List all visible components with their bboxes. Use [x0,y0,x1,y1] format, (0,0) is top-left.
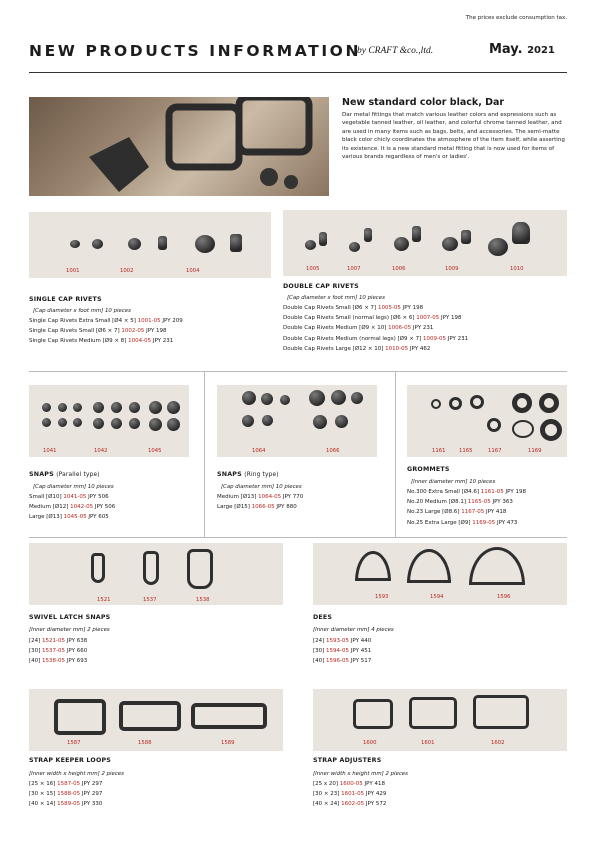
photo-label: 1066 [326,448,340,454]
grommets-title: GROMMETS [407,466,450,473]
section-subtitle: (Ring type) [244,472,279,478]
item-price: JPY 198 [146,328,167,335]
dee-ring [355,551,391,581]
item-price: JPY 418 [485,509,507,516]
item-code: 1537-05 [42,648,66,655]
grommet [470,395,484,409]
photo-label: 1593 [375,594,389,600]
item-name: Medium [Ø12] [29,504,69,511]
item-price: JPY 451 [350,648,372,655]
list-item [29,316,183,326]
rivet-1005-foot [319,232,327,246]
rivet-1006-foot [412,226,421,242]
header-rule [29,72,567,73]
photo-label: 1004 [186,268,200,274]
item-name: Single Cap Rivets Medium [Ø9 × 8] [29,338,127,345]
column-divider [204,372,205,537]
grommet [540,419,562,441]
item-name: No.23 Large [Ø8.6] [407,509,460,516]
photo-label: 1538 [196,597,210,603]
item-code: 1066-05 [251,504,275,511]
item-code: 1045-05 [63,514,87,521]
item-price: JPY 198 [441,315,462,322]
photo-label: 1596 [497,594,511,600]
list-item [29,326,183,336]
item-code: 1601-05 [341,791,365,798]
dees-note: [Inner diameter mm] 4 pieces [313,627,394,633]
list-item [29,656,87,666]
item-price: JPY 429 [365,791,387,798]
column-divider [395,372,396,537]
item-name: [40] [313,658,325,665]
snap-part [42,418,51,427]
item-name: No.25 Extra Large [Ø9] [407,519,471,526]
snaps-ring-note: [Cap diameter mm] 10 pieces [221,484,302,490]
item-name: Double Cap Rivets Small [Ø6 × 7] [283,305,377,311]
item-code: 1538-05 [42,658,66,665]
adjuster-photo [313,689,567,751]
list-item [313,656,371,666]
item-code: 1602-05 [341,801,365,808]
snaps-parallel-list [29,492,115,523]
swivel-snap [143,551,159,585]
item-code: 1041-05 [63,494,87,500]
rivet-1004 [195,235,215,253]
item-price: JPY 198 [505,489,526,495]
swivel-list [29,636,87,667]
list-item [283,313,468,323]
snap-part [111,418,122,429]
list-item [217,492,303,502]
snap-part [309,390,325,406]
list-item [29,779,102,789]
rivet-1009-foot [461,230,471,244]
keeper-loop [119,701,181,731]
item-code: 1064-05 [258,494,282,500]
item-price: JPY 297 [81,791,103,798]
item-code: 1588-05 [57,791,81,798]
photo-label: 1007 [347,266,361,272]
item-code: 1006-05 [388,325,412,332]
rivet-1002-foot [158,236,167,250]
photo-label: 1165 [459,448,473,454]
list-item [407,507,526,517]
item-price: JPY 506 [94,504,116,511]
item-price: JPY 517 [350,658,372,665]
rivet-1006 [394,237,409,251]
item-price: JPY 198 [402,305,424,311]
section-name: SNAPS [217,471,242,478]
keeper-note: [Inner width x height mm] 2 pieces [29,771,124,777]
item-price: JPY 209 [162,318,183,324]
item-name: Double Cap Rivets Medium (normal legs) [Ø9 × 7] [283,335,422,342]
item-code: 1004-05 [128,338,152,345]
item-code: 1161-05 [480,489,504,495]
list-item [283,323,468,333]
photo-label: 1601 [421,740,435,746]
grommet [512,393,532,413]
issue-date [489,42,555,57]
photo-label: 1005 [306,266,320,272]
double-cap-note: [Cap diameter x foot mm] 10 pieces [287,295,385,301]
list-item [29,646,87,656]
section-name: SNAPS [29,471,54,478]
rivet-1009 [442,237,458,251]
snap-part [93,418,104,429]
photo-label: 1001 [66,268,80,274]
rivet-1007-foot [364,228,372,242]
item-price: JPY 572 [365,801,387,808]
item-code: 1596-05 [326,658,350,665]
issue-year: 2021 [527,45,555,56]
snap-part [73,418,82,427]
list-item [29,502,115,512]
keeper-list [29,779,102,810]
snap-part [58,418,67,427]
item-price: JPY 231 [447,335,469,342]
section-subtitle: (Parallel type) [56,472,100,478]
grommets-list [407,487,526,528]
adjusters-note: [Inner width x height mm] 2 pieces [313,771,408,777]
item-price: JPY 506 [88,494,109,500]
list-item [313,789,386,799]
list-item [29,336,183,346]
rivet-1001 [70,240,80,248]
single-cap-note: [Cap diameter x foot mm] 10 pieces [33,308,131,314]
item-code: 1593-05 [326,638,350,644]
list-item [407,518,526,528]
rivet-1010 [488,238,508,256]
item-price: JPY 605 [88,514,109,521]
photo-label: 1010 [510,266,524,272]
snap-part [167,401,180,414]
adjusters-list [313,779,386,810]
grommets-photo [407,385,567,457]
item-name: [40 × 24] [313,801,340,808]
snap-part [262,415,273,426]
photo-label: 1009 [445,266,459,272]
item-name: [30] [313,648,325,655]
item-price: JPY 660 [66,648,88,655]
photo-label: 1537 [143,597,157,603]
list-item [29,789,102,799]
list-item [29,492,115,502]
rivet-1001-foot [92,239,103,249]
grommet [431,399,441,409]
list-item [407,497,526,507]
snap-part [111,402,122,413]
swivel-note: [Inner diameter mm] 2 pieces [29,627,110,633]
item-name: Single Cap Rivets Small [Ø6 × 7] [29,328,120,335]
photo-label: 1587 [67,740,81,746]
single-cap-title: SINGLE CAP RIVETS [29,296,102,303]
item-name: [40] [29,658,41,665]
list-item [407,487,526,497]
item-code: 1001-05 [137,318,161,324]
photo-label: 1042 [94,448,108,454]
tax-note: The prices exclude consumption tax. [465,15,567,21]
list-item [283,303,468,313]
double-cap-title: DOUBLE CAP RIVETS [283,283,359,290]
item-name: No.20 Medium [Ø8.1] [407,499,466,506]
list-item [313,646,371,656]
rivet-1004-foot [230,234,242,252]
item-code: 1007-05 [416,315,440,322]
rivet-1005 [305,240,316,250]
item-name: Small [Ø10] [29,494,62,500]
photo-label: 1064 [252,448,266,454]
item-name: Large [Ø15] [217,504,250,511]
list-item [29,636,87,646]
item-code: 1002-05 [121,328,145,335]
item-price: JPY 363 [492,499,513,506]
swivel-title: SWIVEL LATCH SNAPS [29,614,111,621]
snap-part [335,415,348,428]
item-price: JPY 638 [66,638,88,644]
issue-month: May. [489,42,523,57]
dee-ring [469,547,525,585]
item-name: Double Cap Rivets Large [Ø12 × 10] [283,345,384,352]
snap-part [73,403,82,412]
snaps-ring-title [217,471,279,478]
item-name: [24] [313,638,325,644]
item-name: [30 × 15] [29,791,56,798]
photo-label: 1589 [221,740,235,746]
item-price: JPY 418 [364,781,385,787]
list-item [217,502,303,512]
feature-body: Dar metal fittings that match various leather colors and expressions such as vegetable tanned leather, oil leather, and colorful chrome tanned leather, and are used in many items such as bags, belts, and accessories. The semi-matte black color chicly coordinates the atmosphere of the item itself, while asserting its existence. It is a new standard metal fitting that is now used for items of various brands regardless of men's or ladies'. [342,112,565,161]
photo-label: 1167 [488,448,502,454]
item-name: [24] [29,638,41,644]
photo-label: 1169 [528,448,542,454]
item-price: JPY 880 [276,504,297,511]
grommet [512,420,534,438]
adjusters-title: STRAP ADJUSTERS [313,757,382,764]
grommet [539,393,559,413]
company-byline: by CRAFT &co.,ltd. [357,46,434,56]
photo-label: 1041 [43,448,57,454]
list-item [313,636,371,646]
item-code: 1600-05 [339,781,363,787]
item-code: 1594-05 [326,648,350,655]
item-code: 1167-05 [461,509,485,516]
dee-ring [407,549,451,583]
single-cap-list [29,316,183,347]
page-title: NEW PRODUCTS INFORMATION [29,42,362,60]
snaps-parallel-photo [29,385,189,457]
double-cap-list [283,303,468,354]
grommet [487,418,501,432]
keeper-loop [191,703,267,729]
snap-part [42,403,51,412]
adjuster [409,697,457,729]
item-name: No.300 Extra Small [Ø4.6] [407,489,480,495]
item-name: Single Cap Rivets Extra Small [Ø4 × 5] [29,318,136,324]
item-name: Double Cap Rivets Small (normal legs) [Ø6 × 6] [283,315,415,322]
item-code: 1165-05 [467,499,491,506]
keeper-loop [54,699,106,735]
item-price: JPY 693 [66,658,88,665]
double-cap-photo [283,210,567,276]
item-price: JPY 297 [81,781,103,787]
list-item [29,799,102,809]
photo-label: 1600 [363,740,377,746]
dees-list [313,636,371,667]
item-name: [30 × 23] [313,791,340,798]
photo-label: 1588 [138,740,152,746]
item-code: 1587-05 [57,781,81,787]
snap-part [129,402,140,413]
snap-part [58,403,67,412]
item-code: 1042-05 [70,504,94,511]
grommet [449,397,462,410]
item-code: 1169-05 [472,519,496,526]
adjuster [473,695,529,729]
rivet-1010-foot [512,222,530,244]
keeper-title: STRAP KEEPER LOOPS [29,757,112,764]
snap-part [331,390,346,405]
photo-label: 1594 [430,594,444,600]
snaps-ring-photo [217,385,377,457]
snap-part [149,401,162,414]
dees-title: DEES [313,614,333,621]
item-code: 1010-05 [385,345,409,352]
item-name: Medium [Ø13] [217,494,257,500]
item-price: JPY 770 [282,494,304,500]
snap-part [149,418,162,431]
snap-part [261,393,273,405]
photo-label: 1002 [120,268,134,274]
list-item [313,779,386,789]
snap-part [351,392,363,404]
photo-label: 1045 [148,448,162,454]
item-price: JPY 473 [496,519,518,526]
snap-part [167,418,180,431]
snaps-parallel-note: [Cap diameter mm] 10 pieces [33,484,114,490]
swivel-snap [187,549,213,589]
snap-part [242,415,254,427]
snap-part [280,395,290,405]
list-item [29,512,115,522]
photo-label: 1006 [392,266,406,272]
list-item [313,799,386,809]
item-code: 1521-05 [42,638,66,644]
item-price: JPY 330 [81,801,103,808]
snap-part [129,418,140,429]
grommets-note: [Inner diameter mm] 10 pieces [411,479,496,485]
item-name: [25 × 16] [29,781,56,787]
snaps-parallel-title [29,471,100,478]
item-name: [30] [29,648,41,655]
item-price: JPY 440 [350,638,372,644]
photo-label: 1602 [491,740,505,746]
section-divider [29,371,567,372]
photo-label: 1521 [97,597,111,603]
item-code: 1005-05 [377,305,401,311]
hero-photo [29,97,329,196]
snap-part [93,402,104,413]
feature-title: New standard color black, Dar [342,97,505,108]
snap-part [242,391,256,405]
photo-label: 1161 [432,448,446,454]
item-price: JPY 231 [412,325,434,332]
item-name: Double Cap Rivets Medium [Ø9 × 10] [283,325,387,332]
snap-part [313,415,327,429]
snaps-ring-list [217,492,303,512]
item-price: JPY 231 [152,338,174,345]
item-code: 1589-05 [57,801,81,808]
item-code: 1009-05 [423,335,446,342]
rivet-1007 [349,242,360,252]
section-divider [29,537,567,538]
list-item [283,344,468,354]
item-name: Large [Ø13] [29,514,62,521]
item-name: [25 x 20] [313,781,339,787]
adjuster [353,699,393,729]
item-name: [40 × 14] [29,801,56,808]
list-item [283,334,468,344]
swivel-snap [91,553,105,583]
swivel-photo [29,543,283,605]
hero-illustration [29,97,329,196]
rivet-1002 [128,238,141,250]
item-price: JPY 462 [409,345,431,352]
